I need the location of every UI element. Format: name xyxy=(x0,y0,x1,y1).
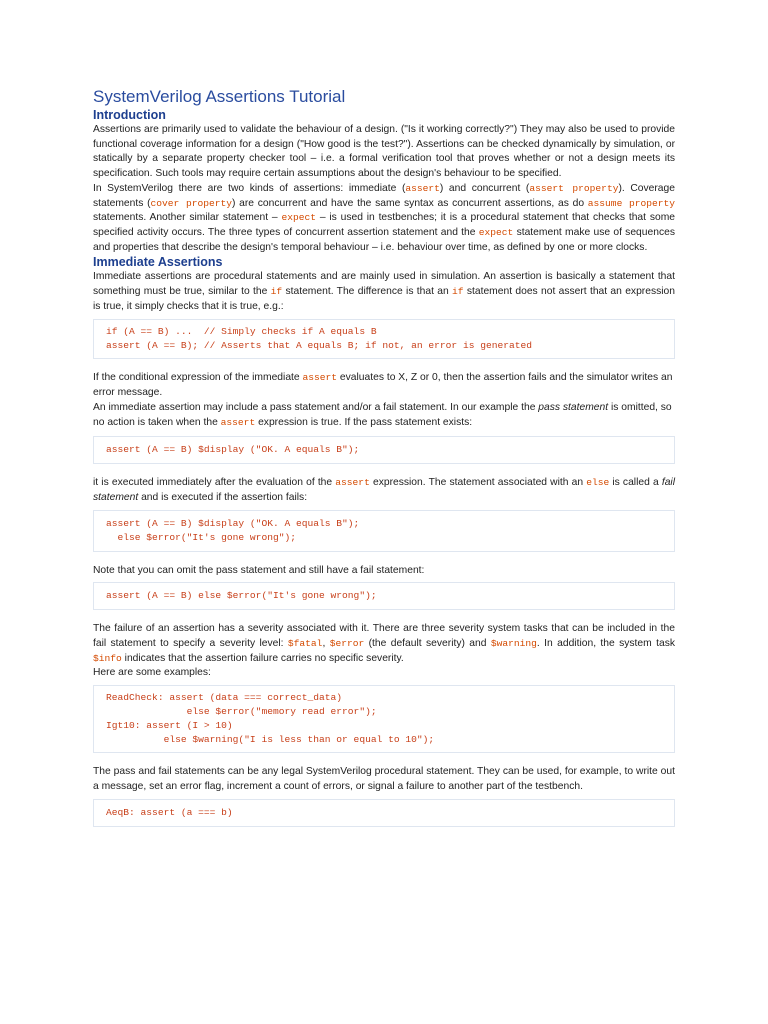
keyword: $fatal xyxy=(287,638,323,650)
keyword: if xyxy=(452,286,464,298)
keyword: expect xyxy=(478,226,514,238)
code-line: assert (A == B) $display ("OK. A equals B"); xyxy=(106,444,360,456)
immediate-paragraph-5: Note that you can omit the pass statement and still have a fail statement: xyxy=(93,564,425,576)
keyword: $error xyxy=(329,638,365,650)
immediate-paragraph-7: Here are some examples: xyxy=(93,667,211,679)
keyword: $info xyxy=(93,652,122,664)
keyword: assume property xyxy=(587,197,676,209)
keyword: assert xyxy=(220,416,256,428)
intro-paragraph-2: In SystemVerilog there are two kinds of assertions: immediate (assert) and concurrent (assert property). Coverage statements (cover property) are concurrent and have the same syntax as concurrent assertions, as do assume property statements. Another similar statement – expect – is used in testbenches; it is a procedural statement that checks that some specified activity occurs. The three types of concurrent assertion statement and the expect statement make use of sequences and properties that describe the design's temporal behaviour – i.e. behaviour over time, as defined by one or more clocks. xyxy=(93,182,676,253)
code-line: else $error("It's gone wrong"); xyxy=(106,531,296,543)
code-line: assert (A == B) else $error("It's gone wrong"); xyxy=(106,590,377,602)
immediate-paragraph-4: it is executed immediately after the evaluation of the assert expression. The statement associated with an else is called a fail statement and is executed if the assertion fails: xyxy=(93,477,675,503)
immediate-paragraph-8: The pass and fail statements can be any legal SystemVerilog procedural statement. They can be used, for example, to write out a message, set an error flag, increment a count of errors, or signal a failure to another part of the testbench. xyxy=(93,766,675,792)
code-line: assert (A == B) $display ("OK. A equals B"); xyxy=(106,517,360,529)
code-line: ReadCheck: assert (data === correct_data) xyxy=(106,692,343,704)
keyword: expect xyxy=(281,212,317,224)
immediate-paragraph-3: An immediate assertion may include a pass statement and/or a fail statement. In our example the pass statement is omitted, so no action is taken when the assert expression is true. If the pass statement exists: xyxy=(93,401,672,428)
keyword: assert xyxy=(405,182,440,194)
code-block xyxy=(93,319,675,359)
code-line: assert (A == B); // Asserts that A equals B; if not, an error is generated xyxy=(106,340,533,352)
page-title: SystemVerilog Assertions Tutorial xyxy=(93,87,346,106)
immediate-paragraph-6: The failure of an assertion has a severity associated with it. There are three severity system tasks that can be included in the fail statement to specify a severity level: $fatal, $error (the default severity) and $warning. In addition, the system task $info indicates that the assertion failure carries no specific severity. xyxy=(93,623,675,664)
code-block xyxy=(93,685,675,753)
code-block xyxy=(93,799,675,827)
immediate-paragraph-1: Immediate assertions are procedural statements and are mainly used in simulation. An assertion is basically a statement that something must be true, similar to the if statement. The difference is that an if statement does not assert that an expression is true, it simply checks that it is true, e.g.: xyxy=(93,271,675,312)
code-line: Igt10: assert (I > 10) xyxy=(106,720,233,732)
keyword: assert property xyxy=(529,182,619,194)
keyword: $warning xyxy=(490,638,537,650)
code-line: else $error("memory read error"); xyxy=(106,706,377,718)
code-line: else $warning("I is less than or equal to 10"); xyxy=(106,734,435,746)
document-page xyxy=(93,86,675,827)
intro-paragraph-1: Assertions are primarily used to validate the behaviour of a design. ("Is it working correctly?") They may also be used to provide functional coverage information for a design ("How good is the test?"). Assertions can be checked dynamically by simulation, or statically by a separate property checker tool – i.e. a formal verification tool that proves whether or not a design meets its specification. Such tools may require certain assumptions about the design's behaviour to be specified. xyxy=(93,124,675,180)
code-block xyxy=(93,582,675,610)
keyword: else xyxy=(586,477,610,489)
code-line: if (A == B) ... // Simply checks if A equals B xyxy=(106,326,377,338)
keyword: assert xyxy=(302,372,338,384)
immediate-assertions-heading: Immediate Assertions xyxy=(93,255,223,270)
keyword: if xyxy=(270,286,283,298)
immediate-paragraph-2: If the conditional expression of the immediate assert evaluates to X, Z or 0, then the assertion fails and the simulator writes an error message. xyxy=(93,372,673,399)
keyword: assert xyxy=(335,477,370,489)
code-line: AeqB: assert (a === b) xyxy=(106,806,233,818)
introduction-heading: Introduction xyxy=(93,108,166,122)
code-block xyxy=(93,510,675,552)
code-block xyxy=(93,436,675,464)
keyword: cover property xyxy=(150,197,232,209)
